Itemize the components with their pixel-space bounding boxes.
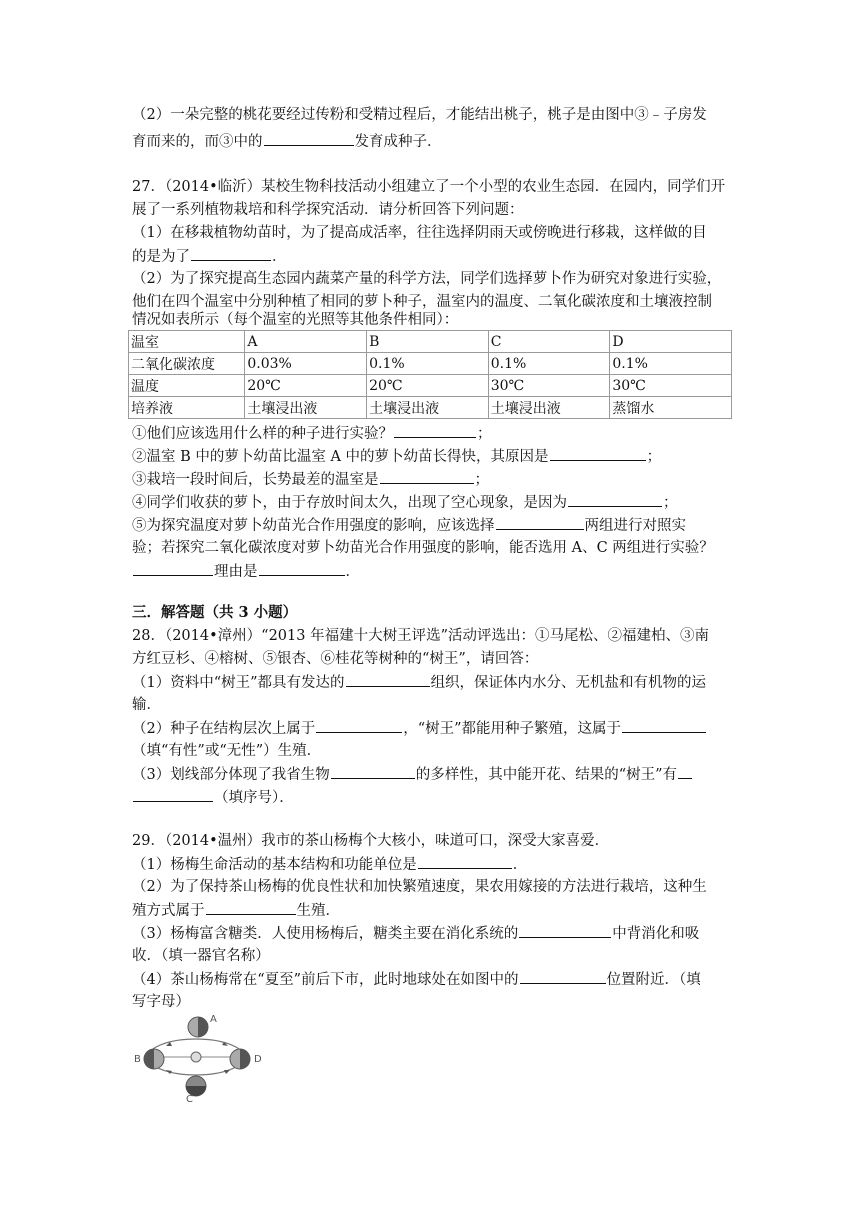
figure-label-d: D <box>254 1054 262 1065</box>
q26-part2-line2 <box>132 130 442 153</box>
table-cell: 30℃ <box>610 375 732 397</box>
table-cell: 土壤浸出液 <box>367 397 489 419</box>
greenhouse-table <box>128 330 732 419</box>
q28-part1-text-a: （1）资料中“树王”都具有发达的 <box>132 675 345 691</box>
table-cell: 土壤浸出液 <box>245 397 367 419</box>
table-cell: A <box>245 331 367 353</box>
orbit-arrow-icon <box>166 1070 172 1074</box>
answer-blank[interactable] <box>394 422 476 438</box>
q29-part2-line1: （2）为了保持茶山杨梅的优良性状和加快繁殖速度，果农用嫁接的方法进行栽培，这种生 <box>132 879 707 895</box>
q29-header: 29．（2014•温州）我市的茶山杨梅个大核小，味道可口，深受大家喜爱． <box>132 833 610 849</box>
q29-part3-text-b: 中背消化和吸 <box>612 926 700 942</box>
table-cell: 0.03% <box>245 353 367 375</box>
answer-blank[interactable] <box>346 671 430 687</box>
q28-part1-line2: 输． <box>132 697 161 713</box>
q27-part1-text-a: 的是为了 <box>132 249 190 265</box>
figure-label-a: A <box>210 1014 217 1025</box>
table-cell: 0.1% <box>488 353 610 375</box>
answer-blank[interactable] <box>331 763 415 779</box>
answer-blank[interactable] <box>418 853 512 869</box>
answer-blank[interactable] <box>259 560 345 576</box>
q27-sub3 <box>132 468 489 491</box>
table-cell: 二氧化碳浓度 <box>129 353 245 375</box>
earth-position-b <box>144 1049 164 1069</box>
q27-sub4-text-a: ④同学们收获的萝卜，由于存放时间太久，出现了空心现象，是因为 <box>132 495 567 511</box>
q27-header-line2: 展了一系列植物栽培和科学探究活动．请分析回答下列问题： <box>132 202 524 218</box>
q27-part2-line1: （2）为了探究提高生态园内蔬菜产量的科学方法，同学们选择萝卜作为研究对象进行实验， <box>132 271 722 287</box>
table-cell: 0.1% <box>367 353 489 375</box>
q28-part3-text-end: （填序号）． <box>214 790 294 806</box>
q28-part3-text-b: 的多样性，其中能开花、结果的“树王”有 <box>415 767 678 783</box>
q29-part4-text-a: （4）茶山杨梅常在“夏至”前后下市，此时地球处在如图中的 <box>132 972 519 988</box>
q27-sub5-text-a: ⑤为探究温度对萝卜幼苗光合作用强度的影响，应该选择 <box>132 518 495 534</box>
section-title: 三．解答题（共 3 小题） <box>132 604 298 621</box>
table-row <box>129 353 732 375</box>
q29-part3-line2: 收．（填一器官名称） <box>132 948 270 964</box>
table-cell: C <box>488 331 610 353</box>
answer-blank[interactable] <box>520 968 606 984</box>
q29-part2-text-b: 生殖． <box>296 903 340 919</box>
q27-sub1-text-b: ； <box>477 426 492 442</box>
q27-sub2-text-a: ②温室 B 中的萝卜幼苗比温室 A 中的萝卜幼苗长得快，其原因是 <box>132 449 549 465</box>
earth-position-a <box>188 1017 208 1037</box>
q27-sub5-line2: 验；若探究二氧化碳浓度对萝卜幼苗光合作用强度的影响，能否选用 A、C 两组进行实验？ <box>132 540 714 556</box>
table-cell: 20℃ <box>245 375 367 397</box>
q29-part3-text-a: （3）杨梅富含糖类．人使用杨梅后，糖类主要在消化系统的 <box>132 926 519 942</box>
answer-blank[interactable] <box>496 514 584 530</box>
q27-sub3-text-b: ； <box>474 472 489 488</box>
answer-blank[interactable] <box>206 899 296 915</box>
q29-part4 <box>132 968 701 991</box>
q27-sub4-text-b: ； <box>663 495 678 511</box>
q28-part2-text-b: ，“树王”都能用种子繁殖，这属于 <box>403 721 622 737</box>
answer-blank[interactable] <box>380 468 474 484</box>
q28-part3-line2 <box>132 786 294 809</box>
q28-header-line2: 方红豆杉、④榕树、⑤银杏、⑥桂花等树种的“树王”，请回答： <box>132 651 539 667</box>
figure-label-b: B <box>134 1054 141 1065</box>
table-row <box>129 397 732 419</box>
q27-sub5-text-end: ． <box>345 564 360 580</box>
earth-orbit-diagram <box>130 1012 266 1102</box>
table-cell: 温度 <box>129 375 245 397</box>
table-cell: 20℃ <box>367 375 489 397</box>
q27-header: 27．（2014•临沂）某校生物科技活动小组建立了一个小型的农业生态园．在园内，同学们开 <box>132 179 726 195</box>
table-cell: D <box>610 331 732 353</box>
sun-icon <box>191 1052 201 1062</box>
table-cell: 温室 <box>129 331 245 353</box>
q28-part1 <box>132 671 706 694</box>
q27-sub4 <box>132 491 678 514</box>
answer-blank[interactable] <box>264 130 354 146</box>
answer-blank[interactable] <box>550 445 646 461</box>
q29-part2 <box>132 899 340 922</box>
q27-part1-line1: （1）在移栽植物幼苗时，为了提高成活率，往往选择阴雨天或傍晚进行移栽，这样做的目 <box>132 225 707 241</box>
q27-part1-line2 <box>132 245 287 268</box>
q29-part4-line2: 写字母） <box>132 994 190 1010</box>
answer-blank[interactable] <box>568 491 662 507</box>
answer-blank[interactable] <box>678 763 692 779</box>
q27-sub5-text-reason: 理由是 <box>214 564 258 580</box>
q27-sub5-line3 <box>132 560 360 583</box>
q28-header: 28．（2014•漳州）“2013 年福建十大树王评选”活动评选出：①马尾松、②福建柏、③南 <box>132 628 709 644</box>
answer-blank[interactable] <box>133 786 213 802</box>
answer-blank[interactable] <box>191 245 271 261</box>
table-cell: 30℃ <box>488 375 610 397</box>
q29-part3 <box>132 922 699 945</box>
table-cell: 培养液 <box>129 397 245 419</box>
q27-sub2-text-b: ； <box>646 449 662 465</box>
q27-sub3-text-a: ③栽培一段时间后，长势最差的温室是 <box>132 472 379 488</box>
q28-part2-text-a: （2）种子在结构层次上属于 <box>132 721 316 737</box>
q26-part2-text-a: 育而来的，而③中的 <box>132 134 263 150</box>
q29-part4-text-b: 位置附近．（填 <box>606 972 701 988</box>
q27-sub1-text-a: ①他们应该选用什么样的种子进行实验？ <box>132 426 393 442</box>
table-cell: B <box>367 331 489 353</box>
q27-sub5 <box>132 514 686 537</box>
q29-part1-text-a: （1）杨梅生命活动的基本结构和功能单位是 <box>132 857 417 873</box>
q28-part2 <box>132 717 707 740</box>
answer-blank[interactable] <box>622 717 706 733</box>
q26-part2-text-b: 发育成种子． <box>354 134 442 150</box>
table-cell: 0.1% <box>610 353 732 375</box>
table-cell: 土壤浸出液 <box>488 397 610 419</box>
q28-part2-line2: （填“有性”或“无性”）生殖． <box>132 743 322 759</box>
q27-sub2 <box>132 445 661 468</box>
q28-part1-text-b: 组织，保证体内水分、无机盐和有机物的运 <box>430 675 707 691</box>
earth-position-c <box>186 1076 206 1096</box>
earth-position-d <box>230 1049 250 1069</box>
q27-part2-line2: 他们在四个温室中分别种植了相同的萝卜种子，温室内的温度、二氧化碳浓度和土壤液控制 <box>132 294 712 310</box>
table-row <box>129 331 732 353</box>
q29-part1 <box>132 853 527 876</box>
table-cell: 蒸馏水 <box>610 397 732 419</box>
q26-part2-line1: （2）一朵完整的桃花要经过传粉和受精过程后，才能结出桃子，桃子是由图中③﹣子房发 <box>132 107 707 123</box>
figure-label-c: C <box>186 1094 193 1102</box>
q28-part3 <box>132 763 693 786</box>
q27-part2-line3: 情况如表所示（每个温室的光照等其他条件相同）： <box>132 312 459 328</box>
q29-part2-text-a: 殖方式属于 <box>132 903 205 919</box>
answer-blank[interactable] <box>133 560 213 576</box>
q28-part3-text-a: （3）划线部分体现了我省生物 <box>132 767 330 783</box>
table-row <box>129 375 732 397</box>
q27-part1-text-b: ． <box>272 249 287 265</box>
answer-blank[interactable] <box>316 717 402 733</box>
q27-sub5-text-b: 两组进行对照实 <box>584 518 686 534</box>
q27-sub1 <box>132 422 492 445</box>
answer-blank[interactable] <box>519 922 611 938</box>
q29-part1-text-b: ． <box>512 857 528 873</box>
